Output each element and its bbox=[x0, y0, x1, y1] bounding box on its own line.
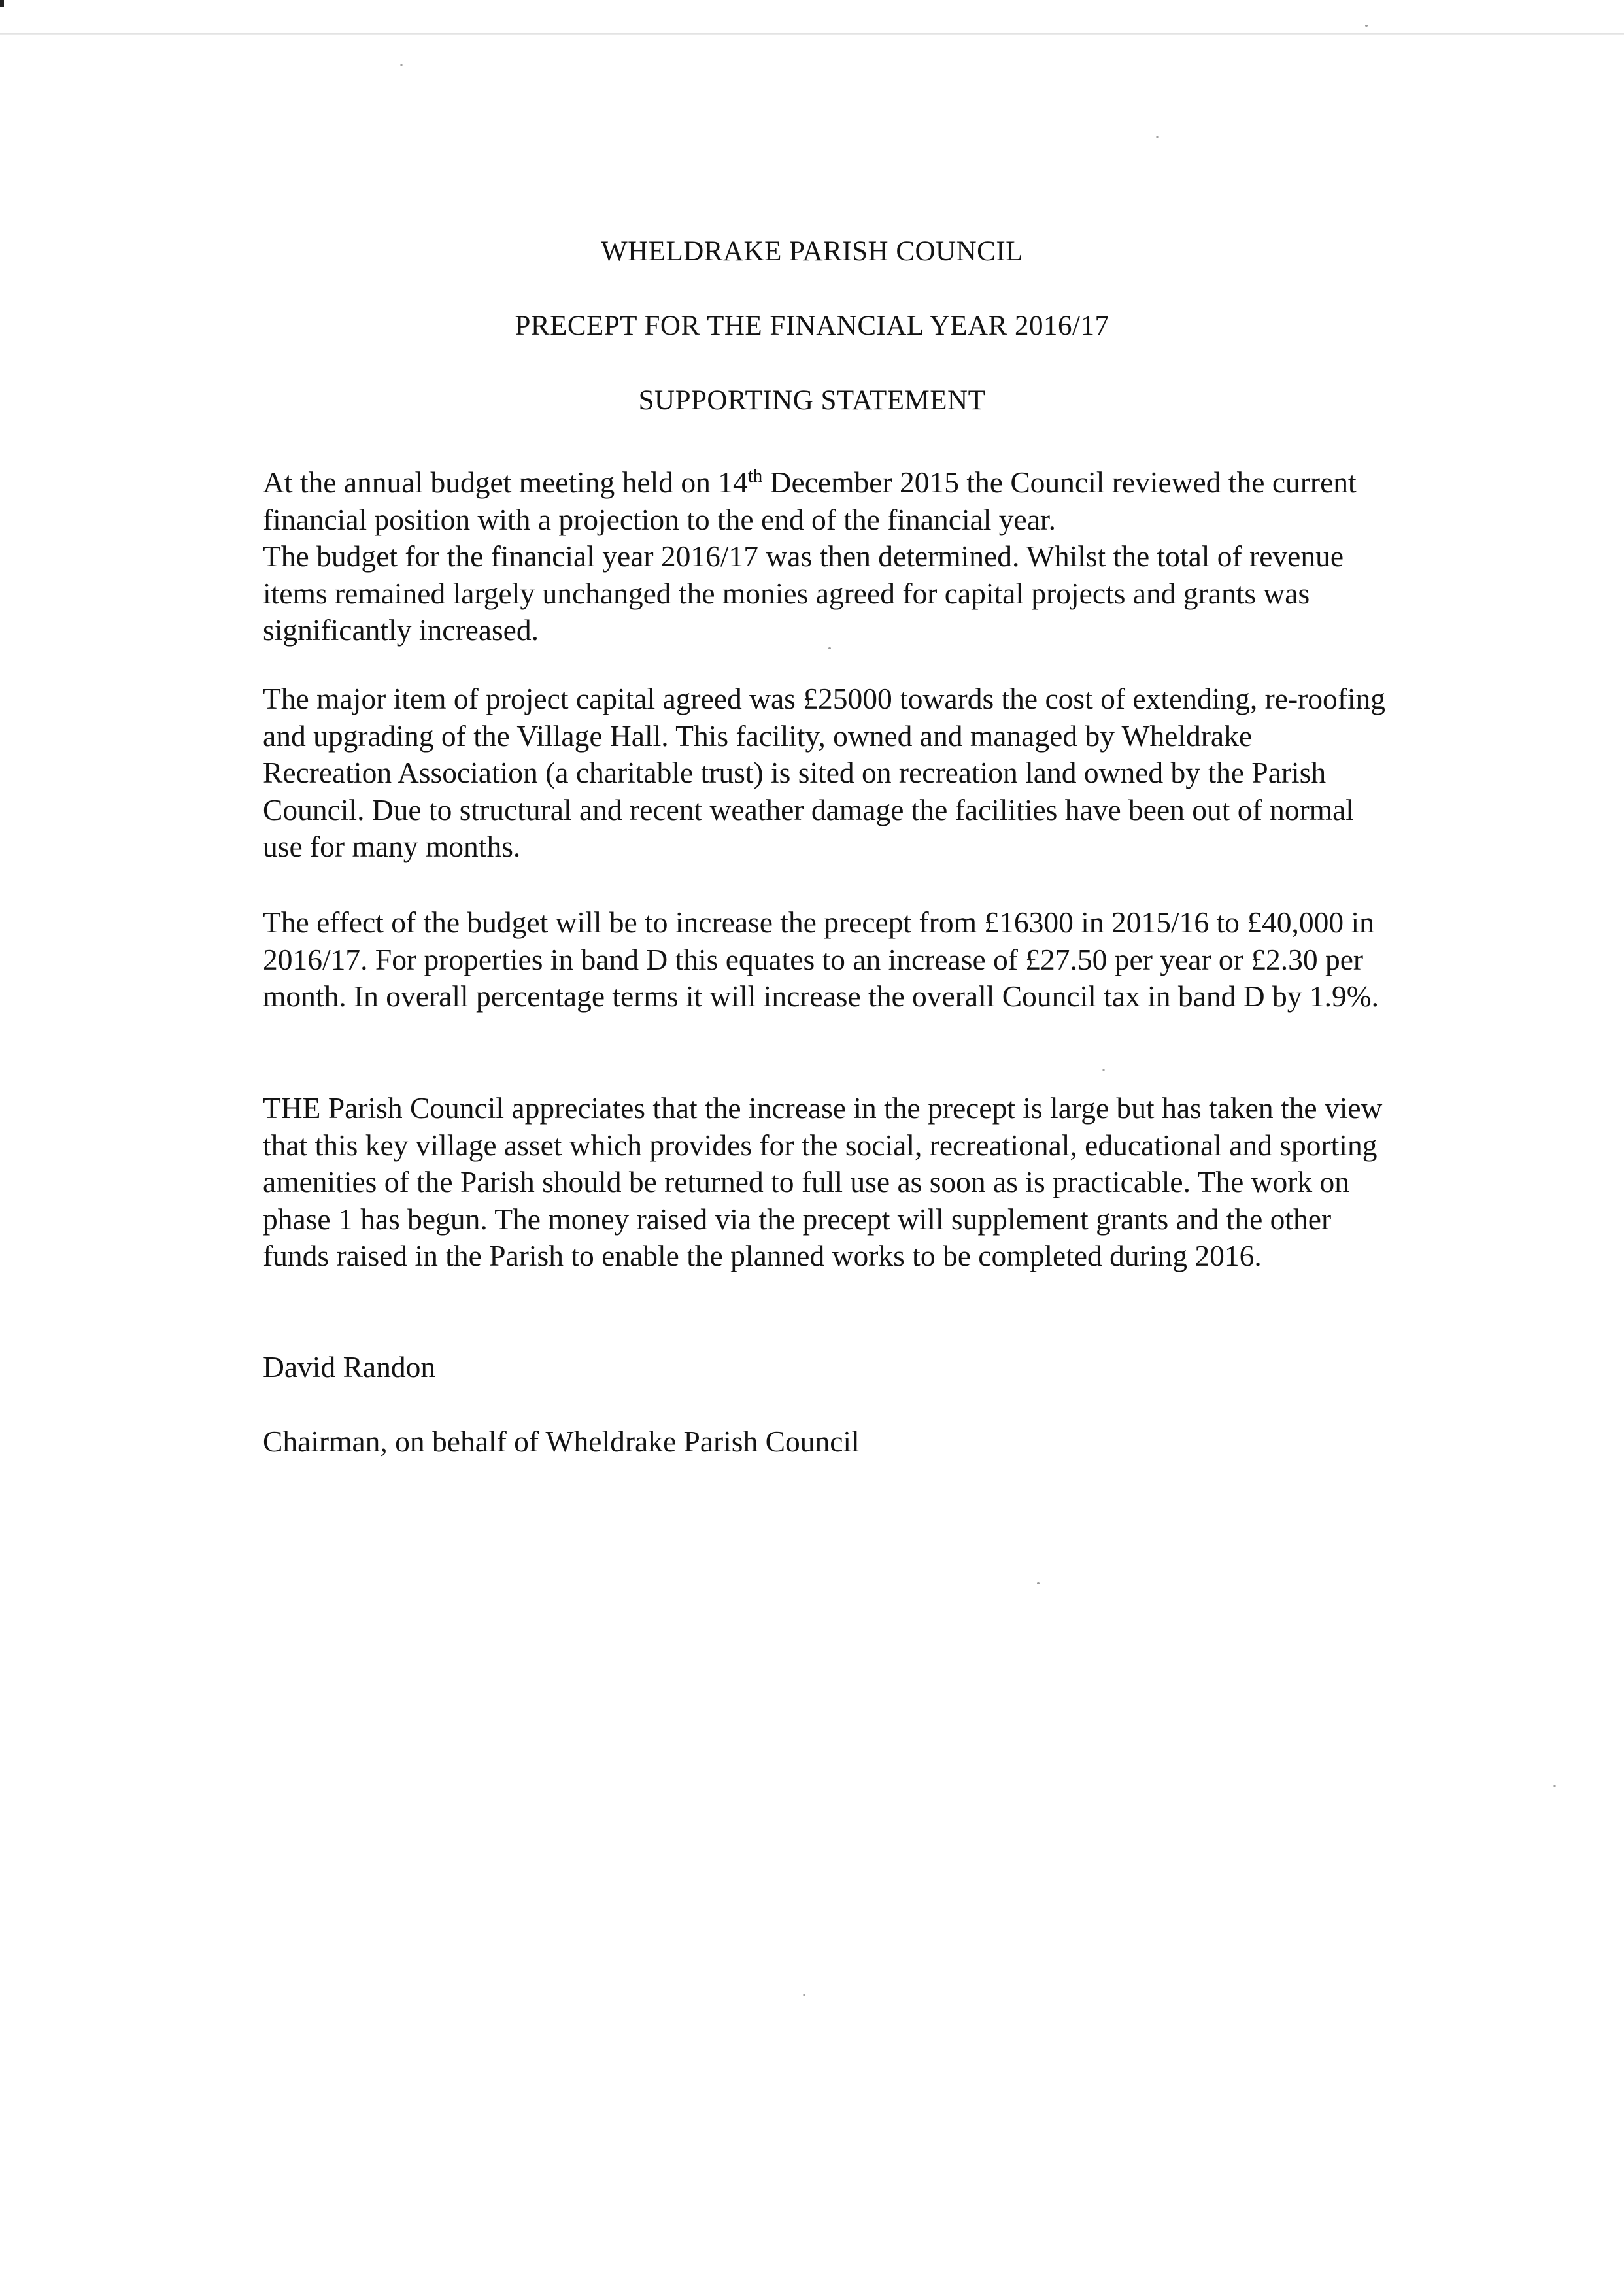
signatory-role: Chairman, on behalf of Wheldrake Parish Council bbox=[263, 1425, 860, 1458]
statement-title: SUPPORTING STATEMENT bbox=[638, 385, 986, 416]
scan-speck bbox=[1365, 25, 1368, 27]
paragraph-budget-meeting-part-1: At the annual budget meeting held on 14 bbox=[263, 466, 748, 500]
paragraph-budget-meeting bbox=[263, 458, 1387, 649]
date-ordinal-suffix: th bbox=[747, 466, 763, 486]
scan-speck bbox=[1037, 1582, 1040, 1584]
scan-speck bbox=[803, 1994, 805, 1996]
scan-corner-mark bbox=[0, 0, 4, 7]
paragraph-budget-meeting-part-2: December 2015 the Council reviewed the current financial position with a projection to the end of the financial year. bbox=[263, 466, 1357, 536]
scan-speck bbox=[1156, 136, 1159, 138]
paragraph-council-view: THE Parish Council appreciates that the increase in the precept is large but has taken the view that this key village asset which provides for the social, recreational, educational and sporting amenities of the Parish should be returned to full use as soon as is practicable. The work on phase 1 has begun. The money raised via the precept will supplement grants and the other funds raised in the Parish to enable the planned works to be completed during 2016. bbox=[263, 1091, 1383, 1272]
paragraph-precept-effect: The effect of the budget will be to increase the precept from £16300 in 2015/16 to £40,000 in 2016/17. For properties in band D this equates to an increase of £27.50 per year or £2.30 per month. In overall percentage terms it will increase the overall Council tax in band D by 1.9%. bbox=[263, 906, 1379, 1013]
scan-speck bbox=[1102, 1069, 1105, 1071]
signatory-name: David Randon bbox=[263, 1350, 436, 1383]
paragraph-budget-determined: The budget for the financial year 2016/17 was then determined. Whilst the total of revenue items remained largely unchanged the monies agreed for capital projects and grants was significantly increased. bbox=[263, 539, 1344, 647]
paragraph-capital-project: The major item of project capital agreed was £25000 towards the cost of extending, re-roofing and upgrading of the Village Hall. This facility, owned and managed by Wheldrake Recreation Association (a charitable trust) is sited on recreation land owned by the Parish Council. Due to structural and recent weather damage the facilities have been out of normal use for many months. bbox=[263, 682, 1386, 863]
council-title: WHELDRAKE PARISH COUNCIL bbox=[601, 236, 1023, 267]
scan-speck bbox=[828, 647, 831, 649]
scan-speck bbox=[1553, 1785, 1556, 1787]
scan-speck bbox=[400, 64, 403, 66]
scan-edge-line bbox=[0, 33, 1624, 35]
precept-title: PRECEPT FOR THE FINANCIAL YEAR 2016/17 bbox=[515, 311, 1109, 341]
